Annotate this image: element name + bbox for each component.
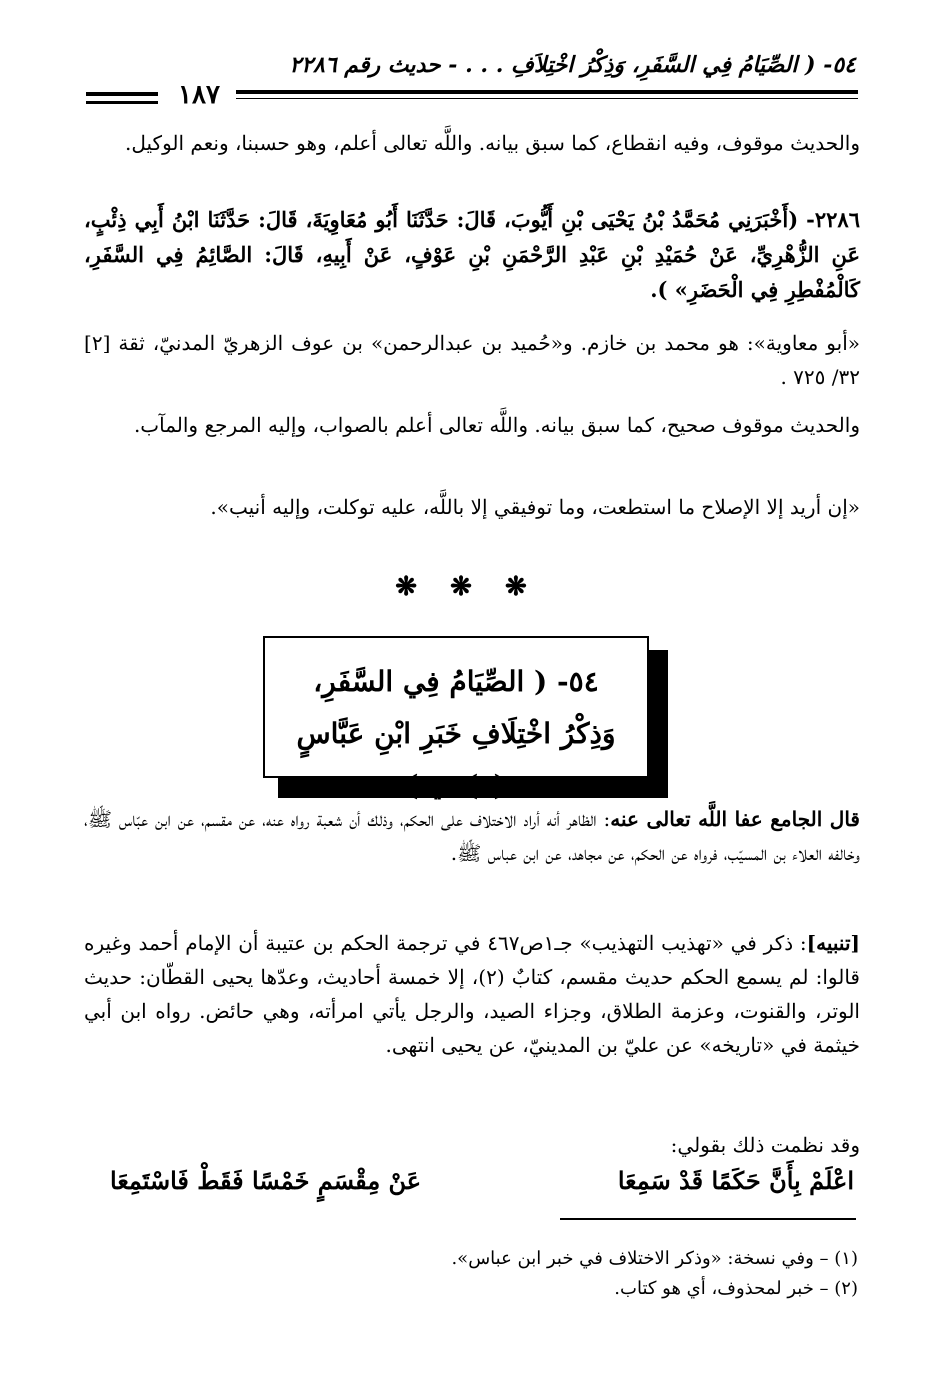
paragraph-commentary — [84, 408, 860, 442]
poem-second-hemistich: عَنْ مِقْسَمٍ خَمْسًا فَقَطْ فَاسْتَمِعَا — [110, 1166, 422, 1195]
paragraph-notice — [84, 926, 860, 1062]
closing-supplication — [84, 490, 860, 524]
footnote-rule — [560, 1218, 856, 1220]
header-rule — [236, 90, 858, 99]
compiler-lead: قال الجامع عفا اللَّه تعالى عنه — [610, 807, 860, 831]
chapter-heading-box — [263, 636, 649, 802]
header-rule-short — [86, 101, 158, 104]
poem-intro — [84, 1128, 860, 1162]
hadith-text — [84, 202, 860, 307]
hadith-2286: ٢٢٨٦- (أَخْبَرَنِي مُحَمَّدُ بْنُ يَحْيَى بْنِ أَيُّوبَ، قَالَ: حَدَّثَنَا أَبُو مُعَاوِيَةَ، قَالَ: حَدَّثَنَا ابْنُ أَبِي ذِئْبٍ، عَنِ الزُّهْرِيِّ، عَنْ حُمَيْدِ بْنِ عَبْدِ الرَّحْمَنِ بْنِ عَوْفٍ، عَنْ أَبِيهِ، قَالَ: الصَّائِمُ فِي السَّفَرِ، كَالْمُفْطِرِ فِي الْحَضَرِ» ). — [84, 207, 860, 302]
paragraph-text: «إن أريد إلا الإصلاح ما استطعت، وما توفيقي إلا باللَّه، عليه توكلت، وإليه أنيب». — [210, 495, 860, 519]
notice-lead: [تنبيه] — [806, 931, 860, 955]
poem-verse — [110, 1166, 854, 1206]
paragraph-commentary — [84, 126, 860, 160]
paragraph-text: والحديث موقوف، وفيه انقطاع، كما سبق بيانه. واللَّه تعالى أعلم، وهو حسبنا، ونعم الوكيل. — [125, 131, 860, 155]
footnote-1: (١) – وفي نسخة: «وذكر الاختلاف في خبر ابن عباس». — [451, 1248, 858, 1269]
paragraph-compiler-note — [84, 802, 860, 870]
paragraph-text: : ذكر في «تهذيب التهذيب» جـ١ص٤٦٧ في ترجمة الحكم بن عتيبة أن الإمام أحمد وغيره قالوا: لم يسمع الحكم حديث مقسم، كتابٌ (٢)، إلا خمسة أحاديث، وعدّها يحيى القطّان: حديث الوتر، والقنوت، وعزمة الطلاق، وجزاء الصيد، والرجل يأتي امرأته، وهي حائض. رواه ابن أبي خيثمة في «تاريخه» عن عليّ بن المدينيّ، عن يحيى انتهى. — [84, 931, 860, 1057]
paragraph-text: والحديث موقوف صحيح، كما سبق بيانه. واللَّه تعالى أعلم بالصواب، وإليه المرجع والمآب. — [133, 413, 860, 437]
paragraph-text: وقد نظمت ذلك بقولي: — [670, 1133, 860, 1157]
paragraph-text: : الظاهر أنه أراد الاختلاف على الحكم، وذلك أن شعبة رواه عنه، عن مقسم، عن ابن عبّاس ﷺ، وخالفه العلاء بن المسيّب، فرواه عن الحكم، عن مجاهد، عن ابن عباس ﷺ. — [84, 807, 860, 865]
header-rule-short — [86, 92, 158, 96]
footnotes — [84, 1244, 858, 1304]
chapter-title: ٥٤- ( الصِّيَامُ فِي السَّفَرِ، وَذِكْرُ اخْتِلَافِ خَبَرِ ابْنِ عَبَّاسٍ (١) فيه) — [296, 665, 616, 802]
paragraph-text: «أبو معاوية»: هو محمد بن خازم. و«حُميد بن عبدالرحمن» بن عوف الزهريّ المدنيّ، ثقة [٢] ٣٢/ ٧٢٥ . — [84, 331, 860, 389]
poem-first-hemistich: اعْلَمْ بِأَنَّ حَكَمًا قَدْ سَمِعَا — [617, 1166, 854, 1195]
footnote-2: (٢) – خبر لمحذوف، أي هو كتاب. — [614, 1278, 858, 1299]
narrator-notes — [84, 326, 860, 394]
running-head: ٥٤- ( الصِّيَامُ فِي السَّفَرِ، وَذِكْرُ اخْتِلاَفِ . . . - حديث رقم ٢٢٨٦ — [289, 52, 856, 78]
page-number: ١٨٧ — [178, 80, 220, 110]
section-separator: ❋ ❋ ❋ — [395, 572, 539, 602]
